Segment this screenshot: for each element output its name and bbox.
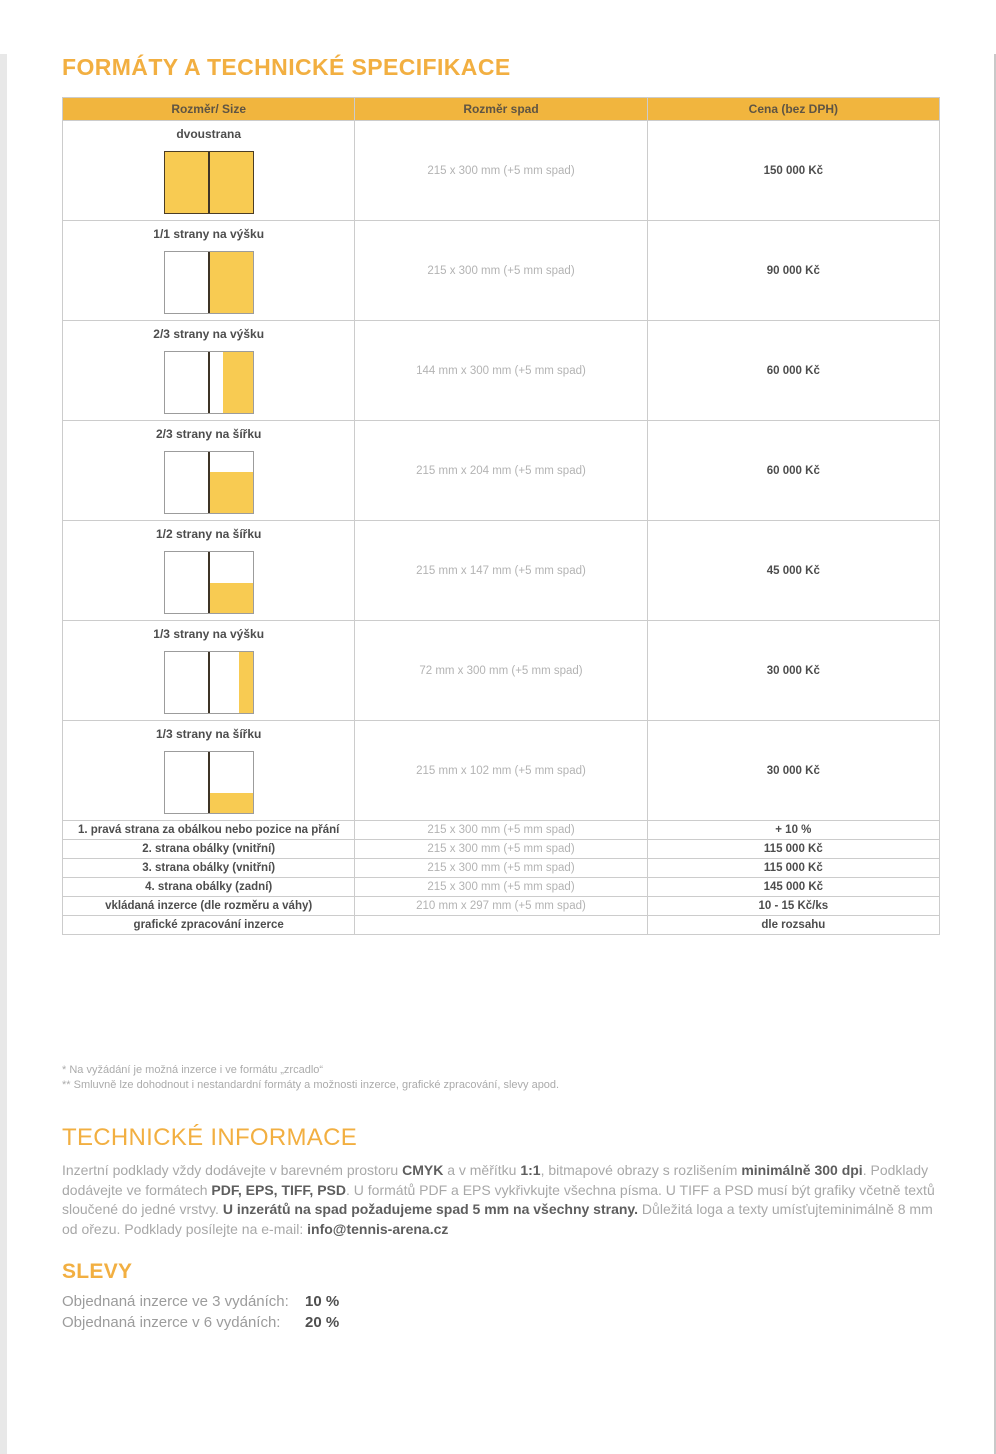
paragraph-segment: . U formátů PDF a EPS vykřivkujte všechna písma. U TIFF a PSD musí být grafiky včetně textů sloučené do jedné vrstvy.	[62, 1181, 935, 1217]
discount-value: 20 %	[305, 1314, 340, 1331]
section-heading-technical: TECHNICKÉ INFORMACE	[62, 1124, 358, 1151]
paragraph-bold-segment: minimálně 300 dpi	[741, 1162, 863, 1178]
paragraph-segment: , bitmapové obrazy s rozlišením	[540, 1162, 742, 1178]
table-row-format	[63, 621, 940, 721]
size-value: 215 x 300 mm (+5 mm spad)	[355, 221, 647, 321]
discount-list	[62, 1291, 940, 1333]
format-label: 3. strana obálky (vnitřní)	[63, 859, 355, 878]
page-spread-diagram	[164, 451, 254, 514]
spread-divider-line	[208, 252, 210, 313]
spread-divider-line	[208, 752, 210, 813]
format-label: 1/1 strany na výšku	[153, 227, 265, 241]
paragraph-segment: Důležitá loga a texty umísťujteminimálně 8 mm od ořezu. Podklady posílejte na e-mail:	[62, 1201, 933, 1237]
footnote-2: ** Smluvně lze dohodnout i nestandardní formáty a možnosti inzerce, grafické zpracování, slevy apod.	[62, 1079, 560, 1091]
size-value: 215 x 300 mm (+5 mm spad)	[355, 878, 647, 897]
table-row-text	[63, 916, 940, 935]
table-row-text	[63, 897, 940, 916]
page	[0, 54, 996, 1333]
page-title: FORMÁTY A TECHNICKÉ SPECIFIKACE	[62, 54, 511, 80]
paragraph-bold-segment: info@tennis-arena.cz	[307, 1220, 449, 1237]
format-label: 2. strana obálky (vnitřní)	[63, 840, 355, 859]
size-value: 215 x 300 mm (+5 mm spad)	[355, 121, 647, 221]
footnotes	[62, 1063, 940, 1093]
price-value: 30 000 Kč	[647, 721, 939, 821]
size-value: 215 x 300 mm (+5 mm spad)	[355, 859, 647, 878]
section-heading-discounts: SLEVY	[62, 1260, 133, 1283]
column-header-price: Cena (bez DPH)	[647, 98, 939, 121]
page-spread-diagram	[164, 351, 254, 414]
paragraph-bold-segment: PDF, EPS, TIFF, PSD	[211, 1181, 347, 1198]
format-label: 1. pravá strana za obálkou nebo pozice na přání	[63, 821, 355, 840]
ad-area-highlight	[209, 472, 253, 513]
format-cell	[63, 421, 355, 521]
page-spread-diagram	[164, 751, 254, 814]
spread-divider-line	[208, 152, 210, 213]
price-value: 60 000 Kč	[647, 421, 939, 521]
size-value: 72 mm x 300 mm (+5 mm spad)	[355, 621, 647, 721]
format-cell	[63, 521, 355, 621]
size-value: 215 x 300 mm (+5 mm spad)	[355, 821, 647, 840]
page-spread-diagram	[164, 551, 254, 614]
price-value: dle rozsahu	[647, 916, 939, 935]
technical-paragraph	[62, 1161, 946, 1239]
size-value	[355, 916, 647, 935]
price-value: 145 000 Kč	[647, 878, 939, 897]
discount-value: 10 %	[305, 1293, 340, 1310]
table-row-format	[63, 521, 940, 621]
formats-table	[62, 97, 940, 935]
price-value: 30 000 Kč	[647, 621, 939, 721]
format-cell	[63, 721, 355, 821]
text-rows-body	[63, 821, 940, 935]
format-label: 2/3 strany na šířku	[155, 427, 262, 441]
ad-area-highlight	[223, 352, 252, 413]
format-cell	[63, 621, 355, 721]
page-spread-diagram	[164, 651, 254, 714]
table-row-text	[63, 878, 940, 897]
paragraph-segment: . Podklady dodávejte ve formátech	[62, 1162, 929, 1198]
size-value: 215 x 300 mm (+5 mm spad)	[355, 840, 647, 859]
paragraph-bold-segment: CMYK	[402, 1162, 444, 1178]
format-cell	[63, 121, 355, 221]
spread-divider-line	[208, 352, 210, 413]
table-row-format	[63, 421, 940, 521]
spread-divider-line	[208, 552, 210, 613]
size-value: 215 mm x 204 mm (+5 mm spad)	[355, 421, 647, 521]
footnote-1: * Na vyžádání je možná inzerce i ve formátu „zrcadlo“	[62, 1064, 324, 1076]
formats-table-header	[63, 98, 940, 121]
price-value: 150 000 Kč	[647, 121, 939, 221]
table-row-format	[63, 321, 940, 421]
format-label: 2/3 strany na výšku	[153, 327, 265, 341]
page-spread-diagram	[164, 151, 254, 214]
ad-area-highlight	[209, 793, 253, 813]
spread-divider-line	[208, 452, 210, 513]
format-label: 1/3 strany na šířku	[155, 727, 262, 741]
paragraph-segment: Inzertní podklady vždy dodávejte v barevném prostoru	[62, 1162, 403, 1178]
ad-area-highlight	[209, 583, 253, 614]
price-value: 115 000 Kč	[647, 859, 939, 878]
size-value: 210 mm x 297 mm (+5 mm spad)	[355, 897, 647, 916]
column-header-bleed: Rozměr spad	[355, 98, 647, 121]
format-rows-body	[63, 121, 940, 821]
price-value: 45 000 Kč	[647, 521, 939, 621]
discount-item	[62, 1291, 940, 1312]
price-value: 60 000 Kč	[647, 321, 939, 421]
format-label: grafické zpracování inzerce	[63, 916, 355, 935]
format-label: 1/2 strany na šířku	[155, 527, 262, 541]
table-row-format	[63, 121, 940, 221]
format-label: 1/3 strany na výšku	[153, 627, 265, 641]
format-cell	[63, 321, 355, 421]
price-value: + 10 %	[647, 821, 939, 840]
ad-area-highlight	[209, 252, 253, 313]
format-label: dvoustrana	[176, 127, 241, 141]
table-row-text	[63, 821, 940, 840]
paragraph-segment: a v měřítku	[443, 1162, 521, 1178]
table-row-format	[63, 221, 940, 321]
table-row-text	[63, 840, 940, 859]
size-value: 144 mm x 300 mm (+5 mm spad)	[355, 321, 647, 421]
column-header-size: Rozměr/ Size	[63, 98, 355, 121]
price-value: 90 000 Kč	[647, 221, 939, 321]
size-value: 215 mm x 102 mm (+5 mm spad)	[355, 721, 647, 821]
format-label: 4. strana obálky (zadní)	[63, 878, 355, 897]
price-value: 115 000 Kč	[647, 840, 939, 859]
discount-label: Objednaná inzerce v 6 vydáních:	[62, 1314, 281, 1331]
page-spread-diagram	[164, 251, 254, 314]
ad-area-highlight	[239, 652, 253, 713]
table-row-format	[63, 721, 940, 821]
table-row-text	[63, 859, 940, 878]
discount-item	[62, 1312, 940, 1333]
discount-label: Objednaná inzerce ve 3 vydáních:	[62, 1293, 289, 1310]
header-row	[63, 98, 940, 121]
format-label: vkládaná inzerce (dle rozměru a váhy)	[63, 897, 355, 916]
format-cell	[63, 221, 355, 321]
price-value: 10 - 15 Kč/ks	[647, 897, 939, 916]
paragraph-bold-segment: 1:1	[520, 1162, 541, 1178]
size-value: 215 mm x 147 mm (+5 mm spad)	[355, 521, 647, 621]
paragraph-bold-segment: U inzerátů na spad požadujeme spad 5 mm na všechny strany.	[222, 1201, 639, 1217]
spread-divider-line	[208, 652, 210, 713]
